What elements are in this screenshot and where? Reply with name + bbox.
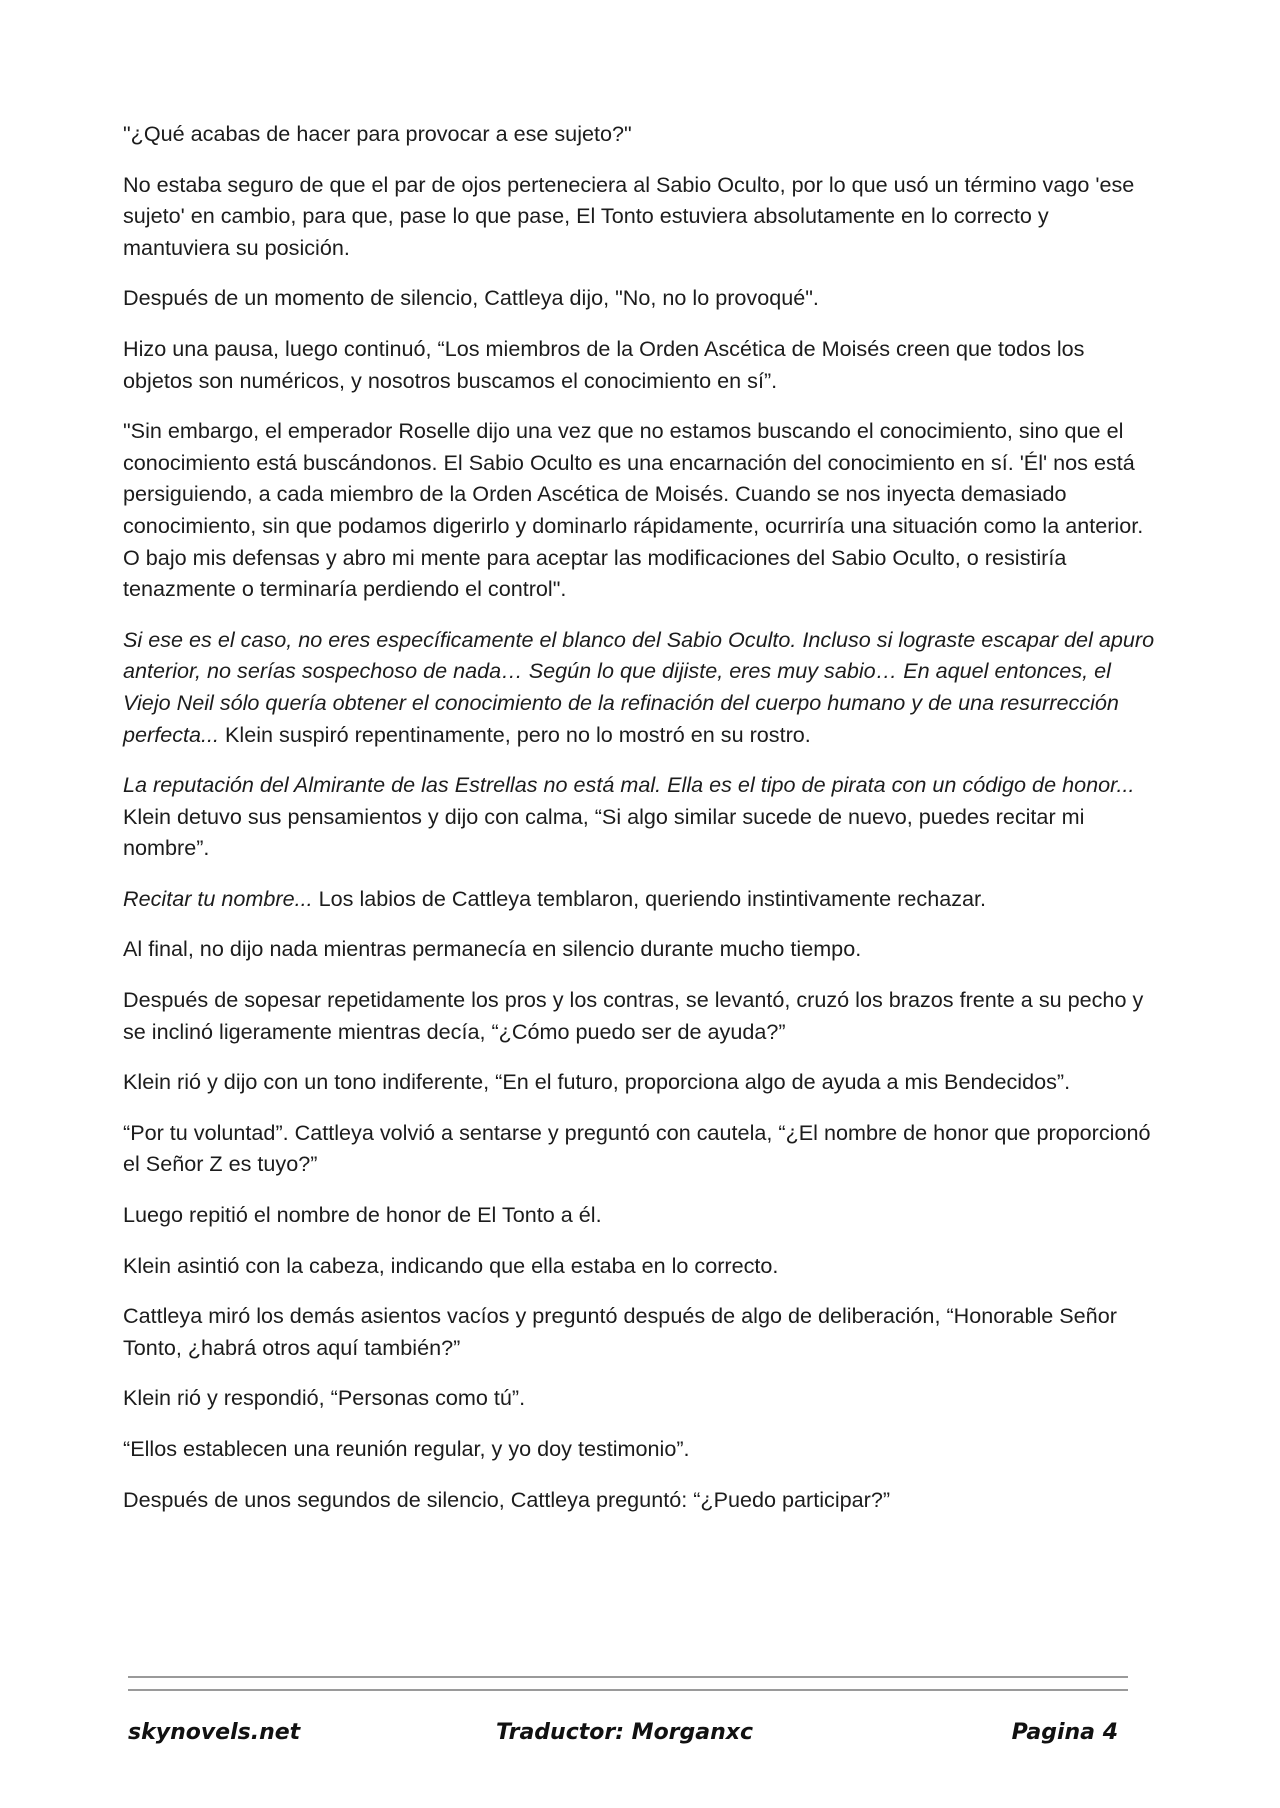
footer-divider-top: [128, 1676, 1128, 1678]
italic-text-segment: La reputación del Almirante de las Estrellas no está mal. Ella es el tipo de pirata con un código de honor...: [123, 772, 1135, 798]
paragraph: [123, 415, 1158, 605]
text-segment: Klein suspiró repentinamente, pero no lo mostró en su rostro.: [219, 721, 811, 747]
paragraph: [123, 883, 1158, 915]
paragraph: [123, 169, 1158, 264]
italic-text-segment: Recitar tu nombre...: [123, 885, 313, 911]
text-segment: Klein rió y respondió, “Personas como tú”.: [123, 1385, 526, 1411]
footer-page-number: Pagina 4: [1011, 1720, 1118, 1745]
footer-translator: Traductor: Morganxc: [496, 1720, 754, 1745]
text-segment: “Ellos establecen una reunión regular, y yo doy testimonio”.: [123, 1436, 690, 1461]
text-segment: Klein rió y dijo con un tono indiferente, “En el futuro, proporciona algo de ayuda a mis Bendecidos”.: [123, 1069, 1071, 1095]
paragraph: [123, 1250, 1158, 1282]
paragraph: [123, 282, 1158, 314]
paragraph: [123, 1066, 1158, 1098]
paragraph: [123, 1433, 1158, 1465]
paragraph: [123, 1117, 1158, 1180]
page-body: [123, 118, 1158, 1534]
text-segment: Al final, no dijo nada mientras permanecía en silencio durante mucho tiempo.: [123, 936, 862, 962]
text-segment: Klein asintió con la cabeza, indicando que ella estaba en lo correcto.: [123, 1252, 779, 1278]
text-segment: Los labios de Cattleya temblaron, queriendo instintivamente rechazar.: [312, 885, 987, 911]
text-segment: Hizo una pausa, luego continuó, “Los miembros de la Orden Ascética de Moisés creen que todos los objetos son numéricos, y nosotros buscamos el conocimiento en sí”.: [123, 335, 1085, 393]
text-segment: Klein detuvo sus pensamientos y dijo con calma, “Si algo similar sucede de nuevo, puedes recitar mi nombre”.: [123, 803, 1085, 861]
text-segment: Después de unos segundos de silencio, Cattleya preguntó: “¿Puedo participar?”: [123, 1486, 891, 1512]
text-segment: "Sin embargo, el emperador Roselle dijo una vez que no estamos buscando el conocimiento, sino que el conocimiento está buscándonos. El Sabio Oculto es una encarnación del conocimiento en sí. 'Él' nos está persiguiendo, a cada miembro de la Orden Ascética de Moisés. Cuando se nos inyecta demasiado conocimiento, sin que podamos digerirlo y dominarlo rápidamente, ocurriría una situación como la anterior. O bajo mis defensas y abro mi mente para aceptar las modificaciones del Sabio Oculto, o resistiría tenazmente o terminaría perdiendo el control".: [123, 418, 1144, 602]
paragraph: [123, 1199, 1158, 1231]
text-segment: Cattleya miró los demás asientos vacíos y preguntó después de algo de deliberación, “Honorable Señor Tonto, ¿habrá otros aquí también?”: [123, 1303, 1117, 1360]
text-segment: "¿Qué acabas de hacer para provocar a ese sujeto?": [123, 121, 632, 146]
text-segment: No estaba seguro de que el par de ojos perteneciera al Sabio Oculto, por lo que usó un término vago 'ese sujeto' en cambio, para que, pase lo que pase, El Tonto estuviera absolutamente en lo correcto y mantuviera su posición.: [123, 171, 1135, 260]
paragraph: [123, 118, 1158, 150]
paragraph: [123, 624, 1158, 750]
paragraph: [123, 933, 1158, 965]
italic-text-segment: Si ese es el caso, no eres específicamente el blanco del Sabio Oculto. Incluso si lograste escapar del apuro anterior, no serías sospechoso de nada… Según lo que dijiste, eres muy sabio… En aquel entonces, el Viejo Neil sólo quería obtener el conocimiento de la refinación del cuerpo humano y de una resurrección perfecta...: [123, 626, 1155, 747]
paragraph: [123, 1300, 1158, 1363]
text-segment: Después de sopesar repetidamente los pros y los contras, se levantó, cruzó los brazos frente a su pecho y se inclinó ligeramente mientras decía, “¿Cómo puedo ser de ayuda?”: [123, 987, 1144, 1044]
page-footer: [128, 1720, 1128, 1756]
paragraph: [123, 1382, 1158, 1414]
text-segment: Luego repitió el nombre de honor de El Tonto a él.: [123, 1202, 602, 1228]
footer-site: skynovels.net: [128, 1720, 301, 1745]
paragraph: [123, 984, 1158, 1047]
paragraph: [123, 1484, 1158, 1516]
text-segment: Después de un momento de silencio, Cattleya dijo, "No, no lo provoqué".: [123, 285, 819, 311]
text-segment: “Por tu voluntad”. Cattleya volvió a sentarse y preguntó con cautela, “¿El nombre de honor que proporcionó el Señor Z es tuyo?”: [123, 1119, 1151, 1177]
paragraph: [123, 333, 1158, 396]
footer-divider-bottom: [128, 1689, 1128, 1691]
paragraph: [123, 769, 1158, 864]
